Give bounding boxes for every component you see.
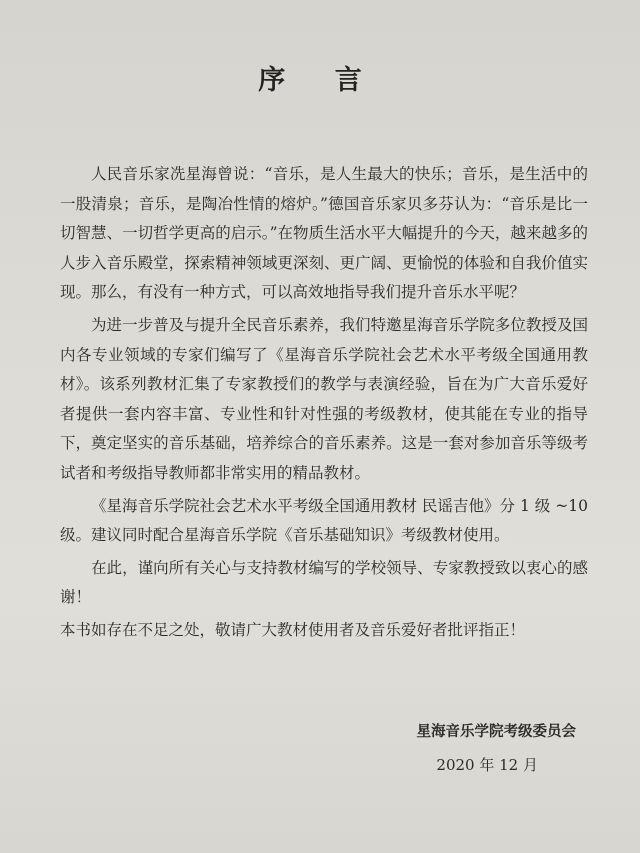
paragraph-1: 人民音乐家冼星海曾说：“音乐，是人生最大的快乐；音乐，是生活中的一股清泉；音乐，是陶冶性情的熔炉。”德国音乐家贝多芬认为：“音乐是比一切智慧、一切哲学更高的启示。”在物质生活水平大幅提升的今天，越来越多的人步入音乐殿堂，探索精神领域更深刻、更广阔、更愉悦的体验和自我价值实现。那么，有没有一种方式，可以高效地指导我们提升音乐水平呢？ bbox=[60, 165, 588, 302]
page-title: 序 言 bbox=[258, 65, 382, 96]
date: 2020 年 12 月 bbox=[436, 756, 538, 774]
paragraph-2: 为进一步普及与提升全民音乐素养，我们特邀星海音乐学院多位教授及国内各专业领域的专家们编写了《星海音乐学院社会艺术水平考级全国通用教材》。该系列教材汇集了专家教授们的教学与表演经验，旨在为广大音乐爱好者提供一套内容丰富、专业性和针对性强的考级教材，使其能在专业的指导下，奠定坚实的音乐基础，培养综合的音乐素养。这是一套对参加音乐等级考试者和考级指导教师都非常实用的精品教材。 bbox=[60, 315, 588, 482]
paragraph-4: 在此，谨向所有关心与支持教材编写的学校领导、专家教授致以衷心的感谢！ bbox=[60, 558, 588, 607]
signature: 星海音乐学院考级委员会 bbox=[416, 724, 576, 740]
preface-body bbox=[60, 160, 588, 649]
paragraph-5: 本书如存在不足之处，敬请广大教材使用者及音乐爱好者批评指正！ bbox=[60, 620, 526, 639]
paragraph-3: 《星海音乐学院社会艺术水平考级全国通用教材 民谣吉他》分 1 级 ~10 级。建议同时配合星海音乐学院《音乐基础知识》考级教材使用。 bbox=[60, 496, 588, 545]
